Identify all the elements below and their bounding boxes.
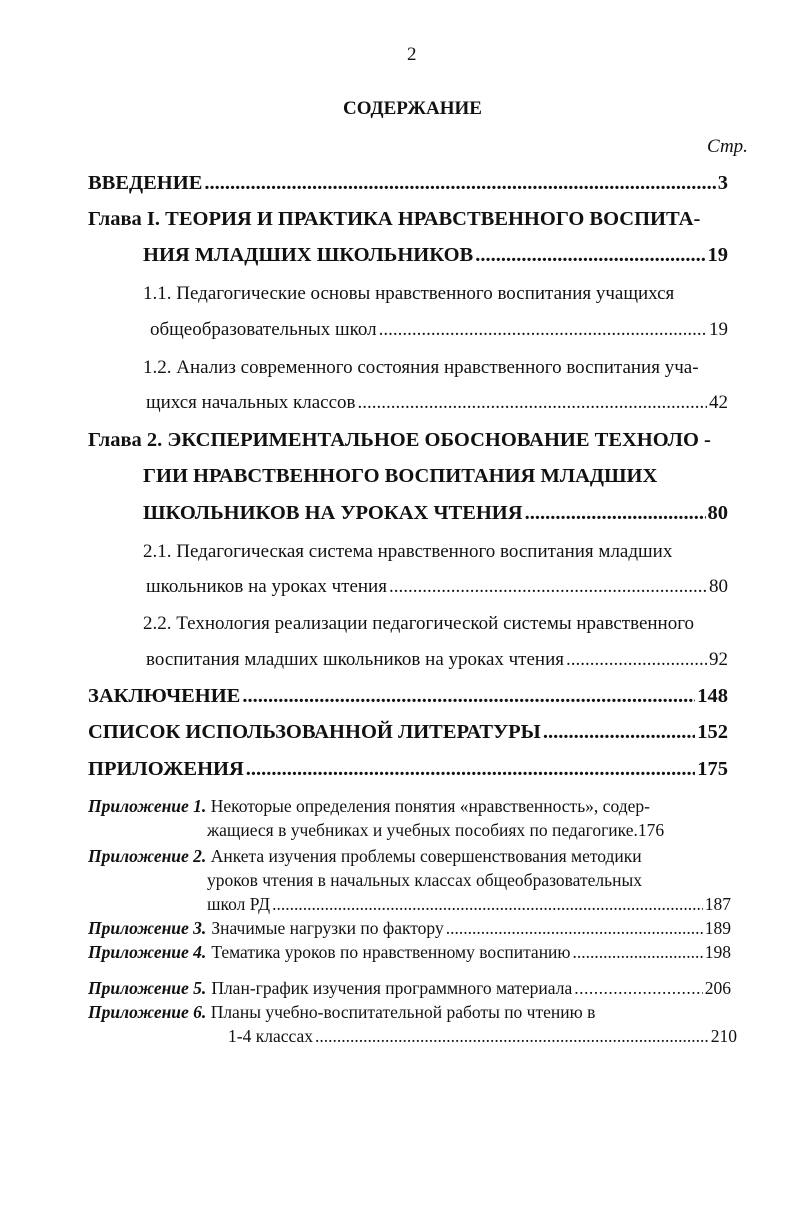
leader-dots (379, 319, 707, 341)
appendix-3 (88, 918, 731, 939)
toc-entry-label: ЗАКЛЮЧЕНИЕ (88, 685, 241, 707)
leader-dots (573, 942, 703, 963)
page-title: СОДЕРЖАНИЕ (343, 98, 482, 119)
section-1-1-line1: 1.1. Педагогические основы нравственного воспитания учащихся (143, 283, 675, 304)
appendix-2-line1 (88, 846, 642, 867)
appendix-label: Приложение 3. (88, 918, 207, 938)
leader-dots (389, 576, 707, 598)
chapter1-title-line1: Глава I. ТЕОРИЯ И ПРАКТИКА НРАВСТВЕННОГО ВОСПИТА- (88, 208, 701, 230)
appendix-2-line2: уроков чтения в начальных классах общеобразовательных (207, 870, 642, 890)
leader-dots (446, 918, 703, 939)
appendix-label: Приложение 6. (88, 1002, 207, 1022)
appendix-label: Приложение 4. (88, 942, 207, 962)
leader-dots (357, 392, 707, 414)
appendix-2-line3 (207, 894, 731, 915)
toc-entry-page: 92 (709, 649, 728, 670)
toc-entry-label: воспитания младших школьников на уроках чтения (146, 649, 564, 670)
toc-entry-introduction (88, 172, 728, 195)
appendix-page: 210 (710, 1026, 737, 1046)
toc-entry-conclusion (88, 685, 728, 708)
toc-entry-label: НИЯ МЛАДШИХ ШКОЛЬНИКОВ (143, 244, 474, 266)
chapter2-title-line2: ГИИ НРАВСТВЕННОГО ВОСПИТАНИЯ МЛАДШИХ (143, 465, 658, 487)
appendix-6-line1 (88, 1002, 595, 1023)
leader-dots (566, 649, 707, 671)
appendix-1-line2: жащиеся в учебниках и учебных пособиях по педагогике.176 (207, 820, 665, 840)
appendix-page: 187 (704, 894, 731, 914)
appendix-page: 189 (704, 918, 731, 938)
appendix-text: 1-4 классах (228, 1026, 313, 1046)
toc-entry-page: 3 (717, 172, 728, 194)
toc-entry-page: 19 (707, 244, 728, 266)
toc-entry-page: 19 (709, 319, 728, 340)
toc-entry-section-2-1 (146, 576, 728, 598)
leader-dots (204, 172, 715, 195)
toc-entry-page: 42 (709, 392, 728, 413)
appendix-page: 206 (704, 978, 731, 998)
appendix-1-line1 (88, 796, 650, 817)
appendix-text: План-график изучения программного материала (211, 978, 573, 998)
toc-entry-page: 152 (697, 721, 728, 743)
toc-entry-page: 175 (697, 758, 728, 780)
leader-dots (272, 894, 703, 915)
toc-entry-page: 148 (697, 685, 728, 707)
leader-dots (246, 758, 695, 781)
leader-dots (574, 978, 703, 999)
leader-dots (315, 1026, 709, 1047)
appendix-4 (88, 942, 731, 963)
appendix-text: Значимые нагрузки по фактору (211, 918, 444, 938)
appendix-text: Анкета изучения проблемы совершенствования методики (210, 846, 642, 866)
page-number: 2 (407, 44, 417, 65)
appendix-label: Приложение 1. (88, 796, 207, 816)
toc-entry-label: ШКОЛЬНИКОВ НА УРОКАХ ЧТЕНИЯ (143, 502, 523, 524)
appendix-text: Планы учебно-воспитательной работы по чтению в (210, 1002, 596, 1022)
chapter2-title-line1: Глава 2. ЭКСПЕРИМЕНТАЛЬНОЕ ОБОСНОВАНИЕ ТЕХНОЛО - (88, 429, 711, 451)
appendix-text: Тематика уроков по нравственному воспитанию (211, 942, 571, 962)
toc-entry-chapter2 (143, 502, 728, 525)
appendix-text: Некоторые определения понятия «нравственность», содер- (210, 796, 650, 816)
toc-entry-section-2-2 (146, 649, 728, 671)
appendix-text: школ РД (207, 894, 271, 914)
leader-dots (525, 502, 706, 525)
toc-entry-label: СПИСОК ИСПОЛЬЗОВАННОЙ ЛИТЕРАТУРЫ (88, 721, 541, 743)
section-1-2-line1: 1.2. Анализ современного состояния нравственного воспитания уча- (143, 357, 699, 378)
toc-entry-appendices (88, 758, 728, 781)
toc-entry-label: общеобразовательных школ (150, 319, 377, 340)
toc-entry-page: 80 (707, 502, 728, 524)
section-2-1-line1: 2.1. Педагогическая система нравственного воспитания младших (143, 541, 673, 562)
toc-entry-label: ВВЕДЕНИЕ (88, 172, 203, 194)
leader-dots (475, 244, 705, 267)
toc-entry-references (88, 721, 728, 744)
appendix-page: 198 (704, 942, 731, 962)
leader-dots (242, 685, 695, 708)
leader-dots (543, 721, 695, 744)
toc-entry-label: школьников на уроках чтения (146, 576, 387, 597)
appendix-5 (88, 978, 731, 999)
appendix-6-line2 (228, 1026, 737, 1047)
toc-entry-section-1-2 (146, 392, 728, 414)
toc-entry-chapter1 (143, 244, 728, 267)
toc-entry-section-1-1 (150, 319, 728, 341)
appendix-label: Приложение 2. (88, 846, 207, 866)
toc-entry-label: щихся начальных классов (146, 392, 356, 413)
toc-entry-label: ПРИЛОЖЕНИЯ (88, 758, 244, 780)
appendix-label: Приложение 5. (88, 978, 207, 998)
toc-entry-page: 80 (709, 576, 728, 597)
section-2-2-line1: 2.2. Технология реализации педагогической системы нравственного (143, 613, 695, 634)
page-column-label: Стр. (707, 136, 748, 157)
